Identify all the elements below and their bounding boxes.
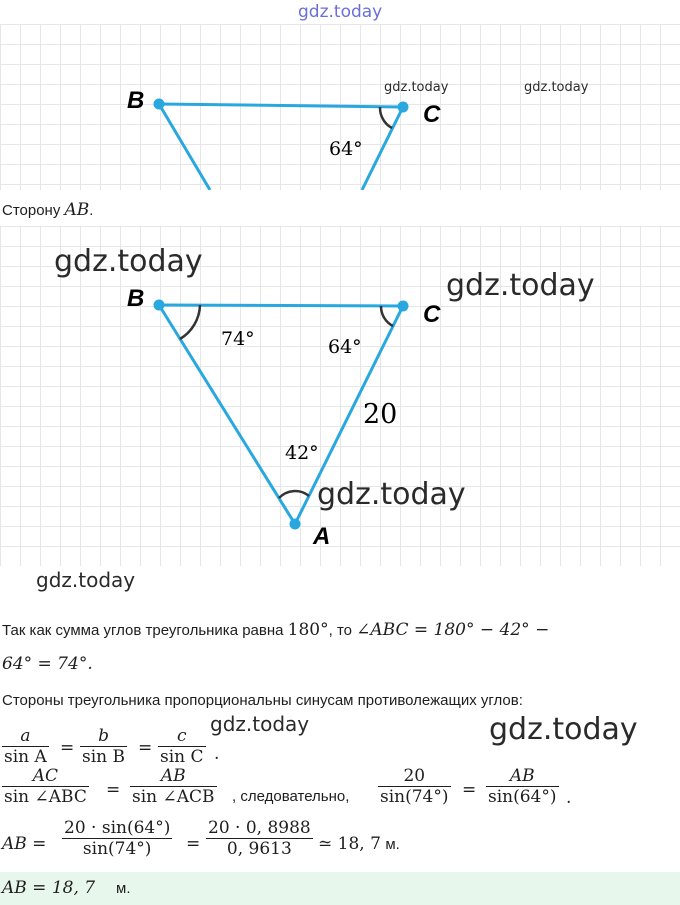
angle-abc-formula: ∠ABC = 180° − 42° −: [356, 620, 550, 640]
answer-box: [0, 872, 680, 905]
vertex-label-b: B: [127, 87, 145, 114]
fraction-c-num: c: [177, 726, 187, 746]
equals-5: =: [186, 834, 201, 854]
watermark-sol-b: gdz.today: [489, 712, 638, 747]
fraction-ab-den: sin ∠ACB: [132, 787, 215, 807]
fraction-a-den: sin A: [4, 747, 47, 767]
period-2: .: [566, 788, 572, 808]
watermark-sol-a: gdz.today: [210, 712, 310, 736]
calc-result-value: ≃ 18, 7: [318, 834, 381, 854]
fraction-ab-num: AB: [160, 766, 186, 786]
equals-1: =: [60, 738, 75, 758]
vertex-label-c: C: [423, 101, 441, 128]
caption-1: [2, 200, 93, 220]
fraction-ac-den: sin ∠ABC: [4, 787, 87, 807]
fraction-a-num: a: [20, 726, 31, 746]
watermark-fig2-c: gdz.today: [317, 477, 466, 512]
answer-formula: AB = 18, 7: [2, 878, 96, 898]
watermark-fig2-b: gdz.today: [446, 268, 595, 303]
fraction-calc-1-num: 20 · sin(64°): [64, 818, 171, 838]
caption-1-suffix: .: [89, 202, 94, 219]
fraction-c: [158, 726, 206, 767]
fraction-20-num: 20: [403, 766, 426, 786]
fraction-calc-2-num: 20 · 0, 8988: [208, 818, 311, 838]
figure-1: [0, 24, 680, 190]
angle-c-label: 64°: [328, 336, 362, 358]
fraction-ab-sub-den: sin(64°): [488, 787, 557, 807]
angle-b-label: 74°: [221, 328, 255, 350]
vertex-label-b: B: [127, 285, 145, 312]
vertex-label-a: A: [313, 523, 331, 550]
equals-2: =: [138, 738, 153, 758]
calc-result-unit: м.: [385, 836, 400, 853]
period-1: .: [214, 744, 220, 764]
fraction-b-den: sin B: [82, 747, 126, 767]
angle-a-label: 42°: [285, 442, 319, 464]
connector-text: , следовательно,: [232, 788, 350, 805]
fraction-calc-2: [206, 818, 313, 859]
watermark-top: gdz.today: [298, 2, 383, 22]
watermark-fig2-a: gdz.today: [54, 244, 203, 279]
fraction-20: [378, 766, 451, 807]
calc-lhs: AB =: [2, 834, 47, 854]
fraction-b: [80, 726, 127, 767]
answer-unit: м.: [116, 880, 131, 897]
fraction-ac-num: AC: [32, 766, 59, 786]
watermark-fig1-b: gdz.today: [524, 80, 589, 95]
equals-4: =: [462, 780, 477, 800]
fraction-c-den: sin C: [160, 747, 204, 767]
watermark-fig2-d: gdz.today: [36, 568, 136, 592]
angle-sum-text: Так как сумма углов треугольника равна: [2, 622, 288, 639]
equals-3: =: [106, 780, 121, 800]
angle-sum-mid: , то: [328, 622, 357, 639]
solution-line-2: 64° = 74°.: [2, 654, 93, 674]
fraction-ab-sub: [486, 766, 559, 807]
solution-line-3: Стороны треугольника пропорциональны синусам противолежащих углов:: [2, 692, 523, 709]
fraction-ac: [2, 766, 89, 807]
fraction-calc-2-den: 0, 9613: [206, 838, 313, 859]
solution-line-1: [2, 620, 549, 640]
caption-1-target: AB: [64, 200, 90, 220]
angle-c-label: 64°: [329, 138, 363, 160]
fraction-20-den: sin(74°): [380, 787, 449, 807]
fraction-calc-1: [62, 818, 172, 859]
angle-sum-value: 180°: [287, 620, 329, 640]
fraction-ab: [130, 766, 217, 807]
fraction-calc-1-den: sin(74°): [62, 838, 172, 859]
fraction-a: [2, 726, 49, 767]
side-ca-label: 20: [363, 399, 398, 430]
fraction-b-num: b: [98, 726, 109, 746]
calc-result: [318, 834, 400, 854]
fraction-ab-sub-num: AB: [509, 766, 535, 786]
vertex-label-c: C: [423, 301, 441, 328]
caption-1-prefix: Сторону: [2, 202, 65, 219]
watermark-fig1-a: gdz.today: [384, 80, 449, 95]
